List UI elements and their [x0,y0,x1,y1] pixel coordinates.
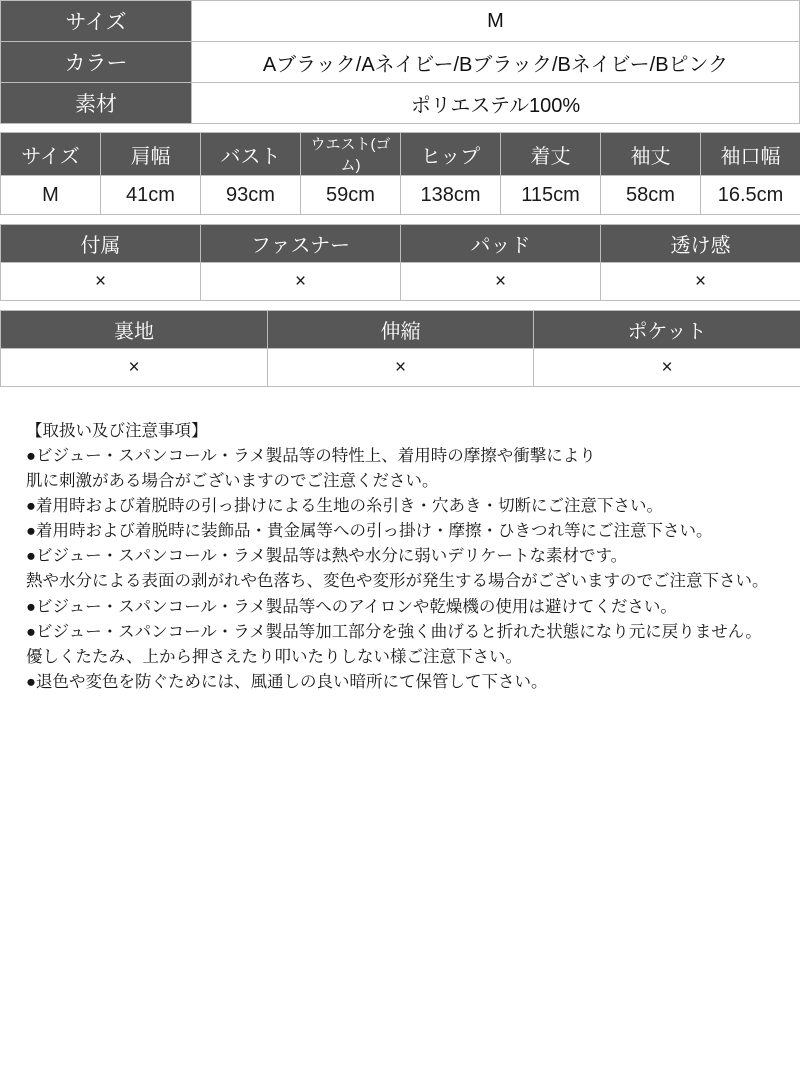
measurement-cell-hip: 138cm [401,176,501,215]
basic-spec-table [0,0,800,124]
measurement-header-shoulder: 肩幅 [101,133,201,176]
basic-row-label-color: カラー [1,42,192,83]
measurement-cell-bust: 93cm [201,176,301,215]
attribute-value-stretch: × [268,349,534,387]
measurement-header-hip: ヒップ [401,133,501,176]
basic-row-label-size: サイズ [1,1,192,42]
attribute-table-secondary [0,310,800,387]
table-header-row [1,225,800,263]
table-row [1,349,800,387]
attribute-value-sheerness: × [601,263,800,301]
table-row [1,42,800,83]
basic-row-value-material: ポリエステル100% [192,83,800,124]
measurement-header-cuff-width: 袖口幅 [701,133,800,176]
measurement-header-length: 着丈 [501,133,601,176]
measurement-cell-cuff-width: 16.5cm [701,176,800,215]
measurement-header-bust: バスト [201,133,301,176]
care-notes [0,419,800,695]
care-note-line: 肌に刺激がある場合がございますのでご注意ください。 [26,472,439,491]
attribute-value-pad: × [401,263,601,301]
attribute-value-pocket: × [534,349,800,387]
attribute-value-accessory: × [1,263,201,301]
care-note-line: ●ビジュー・スパンコール・ラメ製品等へのアイロンや乾燥機の使用は避けてください。 [26,597,677,616]
measurement-header-waist: ウエスト(ゴム) [301,133,401,176]
measurement-table [0,132,800,215]
table-row [1,263,800,301]
table-header-row [1,133,800,176]
measurement-cell-length: 115cm [501,176,601,215]
care-note-line: ●着用時および着脱時の引っ掛けによる生地の糸引き・穴あき・切断にご注意下さい。 [26,497,663,516]
table-row [1,1,800,42]
attribute-value-zipper: × [201,263,401,301]
measurement-cell-size: M [1,176,101,215]
basic-row-value-color: Aブラック/Aネイビー/Bブラック/Bネイビー/Bピンク [192,42,800,83]
attribute-header-pocket: ポケット [534,311,800,349]
measurement-header-sleeve-length: 袖丈 [601,133,701,176]
measurement-cell-waist: 59cm [301,176,401,215]
table-header-row [1,311,800,349]
care-note-line: ●着用時および着脱時に装飾品・貴金属等への引っ掛け・摩擦・ひきつれ等にご注意下さい。 [26,522,713,541]
table-row [1,176,800,215]
care-note-line: 熱や水分による表面の剥がれや色落ち、変色や変形が発生する場合がございますのでご注意下さい。 [26,572,769,591]
care-note-line: 優しくたたみ、上から押さえたり叩いたりしない様ご注意下さい。 [26,647,522,666]
measurement-header-size: サイズ [1,133,101,176]
care-note-line: ●ビジュー・スパンコール・ラメ製品等加工部分を強く曲げると折れた状態になり元に戻りません。 [26,622,762,641]
basic-row-value-size: M [192,1,800,42]
attribute-value-lining: × [1,349,268,387]
care-note-line: ●ビジュー・スパンコール・ラメ製品等は熱や水分に弱いデリケートな素材です。 [26,547,628,566]
attribute-table-primary [0,224,800,301]
attribute-header-lining: 裏地 [1,311,268,349]
care-note-line: ●退色や変色を防ぐためには、風通しの良い暗所にて保管して下さい。 [26,672,548,691]
attribute-header-accessory: 付属 [1,225,201,263]
table-row [1,83,800,124]
basic-row-label-material: 素材 [1,83,192,124]
measurement-cell-shoulder: 41cm [101,176,201,215]
attribute-header-zipper: ファスナー [201,225,401,263]
care-notes-title: 【取扱い及び注意事項】 [26,422,208,440]
attribute-header-pad: パッド [401,225,601,263]
attribute-header-sheerness: 透け感 [601,225,800,263]
attribute-header-stretch: 伸縮 [268,311,534,349]
measurement-cell-sleeve-length: 58cm [601,176,701,215]
care-note-line: ●ビジュー・スパンコール・ラメ製品等の特性上、着用時の摩擦や衝撃により [26,447,596,466]
